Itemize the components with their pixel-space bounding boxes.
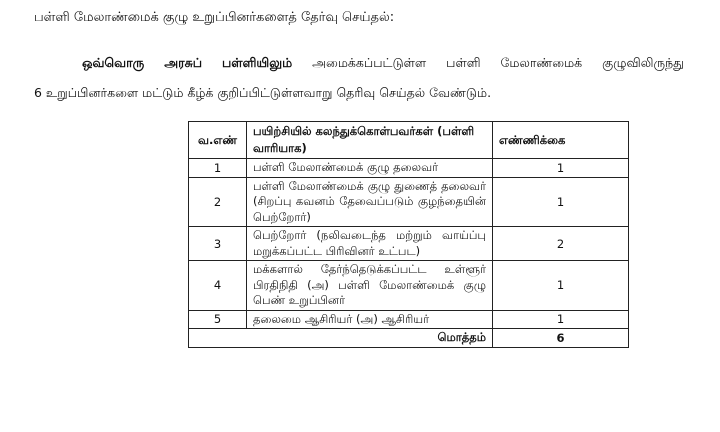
table-row xyxy=(189,261,629,311)
paragraph-word: அமைக்கப்பட்டுள்ள xyxy=(312,55,427,70)
paragraph-word: ஒவ்வொரு xyxy=(82,55,145,70)
row-sno: 1 xyxy=(189,159,247,178)
row-sno: 4 xyxy=(189,261,247,311)
table-row xyxy=(189,177,629,227)
row-sno: 5 xyxy=(189,310,247,329)
header-count: எண்ணிக்கை xyxy=(493,122,629,159)
row-count: 1 xyxy=(493,261,629,311)
paragraph-word: பள்ளியிலும் xyxy=(222,55,293,70)
paragraph-word: பள்ளி xyxy=(446,55,481,70)
paragraph-line-2: 6 உறுப்பினர்களை மட்டும் கீழ்க் குறிப்பிட்டுள்ளவாறு தெரிவு செய்தல் வேண்டும். xyxy=(34,85,492,100)
row-description: பள்ளி மேலாண்மைக் குழு தலைவர் xyxy=(247,159,493,178)
instruction-paragraph xyxy=(34,48,684,108)
row-description: பெற்றோர் (நலிவடைந்த மற்றும் வாய்ப்பு மறுக்கப்பட்ட பிரிவினர் உட்பட) xyxy=(247,227,493,261)
table-row xyxy=(189,227,629,261)
total-label: மொத்தம் xyxy=(189,329,493,348)
paragraph-word: குழுவிலிருந்து xyxy=(602,55,684,70)
table-header-row xyxy=(189,122,629,159)
members-table xyxy=(188,121,629,348)
total-row xyxy=(189,329,629,348)
header-sno: வ.எண் xyxy=(189,122,247,159)
total-value: 6 xyxy=(493,329,629,348)
row-count: 1 xyxy=(493,310,629,329)
row-description: பள்ளி மேலாண்மைக் குழு துணைத் தலைவர் (சிறப்பு கவனம் தேவைப்படும் குழந்தையின் பெற்றோர்) xyxy=(247,177,493,227)
row-sno: 2 xyxy=(189,177,247,227)
paragraph-word: மேலாண்மைக் xyxy=(500,55,583,70)
row-description: தலைமை ஆசிரியர் (அ) ஆசிரியர் xyxy=(247,310,493,329)
row-count: 1 xyxy=(493,159,629,178)
row-count: 2 xyxy=(493,227,629,261)
paragraph-word: அரசுப் xyxy=(164,55,203,70)
paragraph-line-1 xyxy=(34,48,684,78)
table-row xyxy=(189,310,629,329)
section-heading: பள்ளி மேலாண்மைக் குழு உறுப்பினர்களைத் தேர்வு செய்தல்: xyxy=(34,10,395,25)
table-row xyxy=(189,159,629,178)
header-participants: பயிற்சியில் கலந்துக்கொள்பவர்கள் (பள்ளி வாரியாக) xyxy=(247,122,493,159)
row-count: 1 xyxy=(493,177,629,227)
row-description: மக்களால் தேர்ந்தெடுக்கப்பட்ட உள்ளூர் பிரதிநிதி (அ) பள்ளி மேலாண்மைக் குழு பெண் உறுப்பினர் xyxy=(247,261,493,311)
row-sno: 3 xyxy=(189,227,247,261)
